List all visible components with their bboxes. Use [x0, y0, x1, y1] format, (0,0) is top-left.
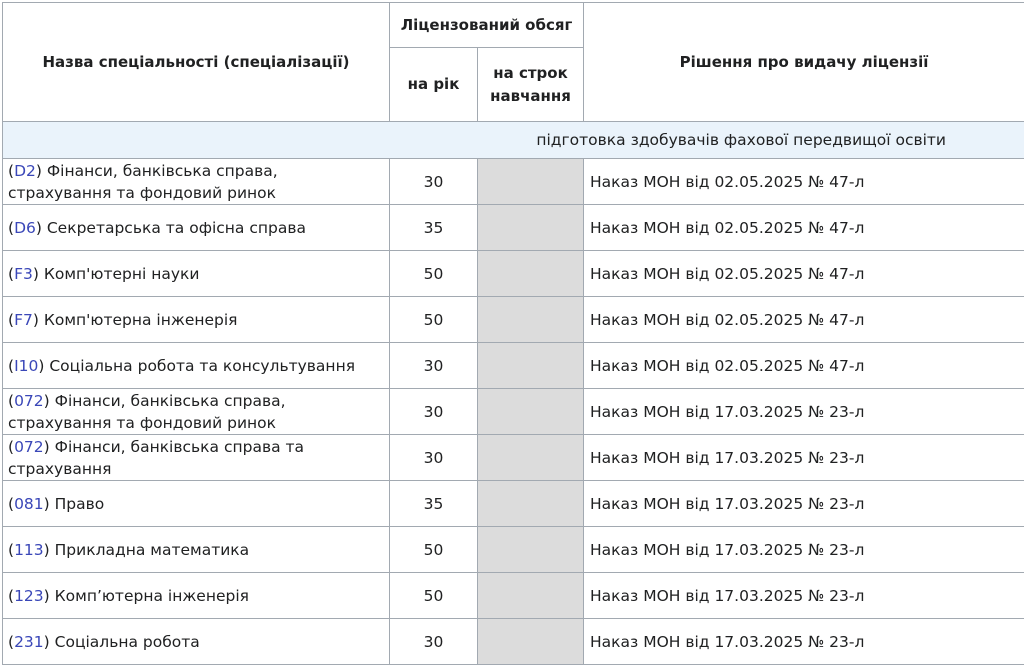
per-year-value: 50 [390, 573, 478, 619]
specialty-name-line1: Фінанси, банківська справа, [47, 162, 278, 180]
table-row [3, 343, 1024, 389]
specialty-name-line1: Секретарська та офісна справа [47, 219, 306, 237]
per-term-value [478, 389, 584, 435]
per-year-value: 30 [390, 159, 478, 205]
specialty-code-link[interactable]: 113 [14, 541, 44, 559]
license-table [2, 2, 1024, 665]
specialty-code-link[interactable]: 231 [14, 633, 44, 651]
license-decision: Наказ МОН від 17.03.2025 № 23-л [584, 619, 1024, 665]
specialty-cell: (F7) Комп'ютерна інженерія [3, 297, 390, 343]
license-decision: Наказ МОН від 02.05.2025 № 47-л [584, 159, 1024, 205]
per-term-header-line1: на строк [493, 64, 568, 82]
specialty-cell: (F3) Комп'ютерні науки [3, 251, 390, 297]
per-term-value [478, 527, 584, 573]
per-year-value: 30 [390, 343, 478, 389]
per-term-header [478, 48, 584, 122]
license-decision: Наказ МОН від 02.05.2025 № 47-л [584, 343, 1024, 389]
specialty-name-line1: Прикладна математика [55, 541, 250, 559]
specialty-cell: (D6) Секретарська та офісна справа [3, 205, 390, 251]
specialty-name-line1: Фінанси, банківська справа та [55, 438, 304, 456]
section-row [3, 122, 1024, 159]
license-decision: Наказ МОН від 17.03.2025 № 23-л [584, 527, 1024, 573]
specialty-cell: (072) Фінанси, банківська справа та страхування [3, 435, 390, 481]
table-row [3, 527, 1024, 573]
table-row [3, 159, 1024, 205]
specialty-name-line1: Комп'ютерна інженерія [44, 311, 238, 329]
specialty-cell: (123) Комп’ютерна інженерія [3, 573, 390, 619]
specialty-name-line2: страхування [8, 460, 111, 478]
specialty-code-link[interactable]: I10 [14, 357, 38, 375]
per-year-value: 50 [390, 297, 478, 343]
per-year-value: 50 [390, 251, 478, 297]
specialty-cell: (072) Фінанси, банківська справа, страхування та фондовий ринок [3, 389, 390, 435]
per-year-value: 30 [390, 619, 478, 665]
table-row [3, 619, 1024, 665]
specialty-name-line1: Соціальна робота та консультування [49, 357, 355, 375]
table-body [3, 122, 1024, 665]
table-header [3, 3, 1024, 122]
license-decision: Наказ МОН від 02.05.2025 № 47-л [584, 205, 1024, 251]
specialty-cell: (D2) Фінанси, банківська справа, страхування та фондовий ринок [3, 159, 390, 205]
per-term-value [478, 297, 584, 343]
specialty-code-link[interactable]: 072 [14, 392, 44, 410]
per-term-value [478, 343, 584, 389]
specialty-name-line1: Фінанси, банківська справа, [55, 392, 286, 410]
specialty-code-link[interactable]: F3 [14, 265, 33, 283]
license-decision: Наказ МОН від 17.03.2025 № 23-л [584, 481, 1024, 527]
specialty-name-line2: страхування та фондовий ринок [8, 184, 276, 202]
specialty-name-line1: Соціальна робота [55, 633, 200, 651]
specialty-code-link[interactable]: F7 [14, 311, 33, 329]
per-year-value: 35 [390, 205, 478, 251]
table-row [3, 481, 1024, 527]
table-row [3, 435, 1024, 481]
license-decision: Наказ МОН від 17.03.2025 № 23-л [584, 435, 1024, 481]
license-decision: Наказ МОН від 17.03.2025 № 23-л [584, 389, 1024, 435]
table-row [3, 251, 1024, 297]
specialty-code-link[interactable]: 081 [14, 495, 44, 513]
license-decision: Наказ МОН від 02.05.2025 № 47-л [584, 297, 1024, 343]
specialty-name-line1: Комп’ютерна інженерія [55, 587, 249, 605]
decision-column-header: Рішення про видачу ліцензії [584, 3, 1024, 122]
per-term-value [478, 481, 584, 527]
table-row [3, 389, 1024, 435]
per-year-value: 30 [390, 389, 478, 435]
per-term-value [478, 435, 584, 481]
specialty-name-line1: Право [55, 495, 105, 513]
specialty-code-link[interactable]: 123 [14, 587, 44, 605]
specialty-column-header: Назва спеціальності (спеціалізації) [3, 3, 390, 122]
per-term-value [478, 251, 584, 297]
specialty-code-link[interactable]: D2 [14, 162, 36, 180]
table-row [3, 573, 1024, 619]
per-term-value [478, 159, 584, 205]
per-year-header: на рік [390, 48, 478, 122]
specialty-name-line2: страхування та фондовий ринок [8, 414, 276, 432]
specialty-code-link[interactable]: 072 [14, 438, 44, 456]
per-year-value: 35 [390, 481, 478, 527]
licensed-volume-header: Ліцензований обсяг [390, 3, 584, 48]
license-decision: Наказ МОН від 17.03.2025 № 23-л [584, 573, 1024, 619]
specialty-cell: (231) Соціальна робота [3, 619, 390, 665]
table-row [3, 297, 1024, 343]
table-row [3, 205, 1024, 251]
per-year-value: 30 [390, 435, 478, 481]
per-year-value: 50 [390, 527, 478, 573]
per-term-value [478, 205, 584, 251]
per-term-value [478, 619, 584, 665]
specialty-cell: (113) Прикладна математика [3, 527, 390, 573]
specialty-cell: (I10) Соціальна робота та консультування [3, 343, 390, 389]
specialty-cell: (081) Право [3, 481, 390, 527]
license-decision: Наказ МОН від 02.05.2025 № 47-л [584, 251, 1024, 297]
section-label: підготовка здобувачів фахової передвищої освіти [3, 122, 1024, 159]
specialty-code-link[interactable]: D6 [14, 219, 36, 237]
per-term-value [478, 573, 584, 619]
per-term-header-line2: навчання [490, 87, 571, 105]
specialty-name-line1: Комп'ютерні науки [44, 265, 200, 283]
